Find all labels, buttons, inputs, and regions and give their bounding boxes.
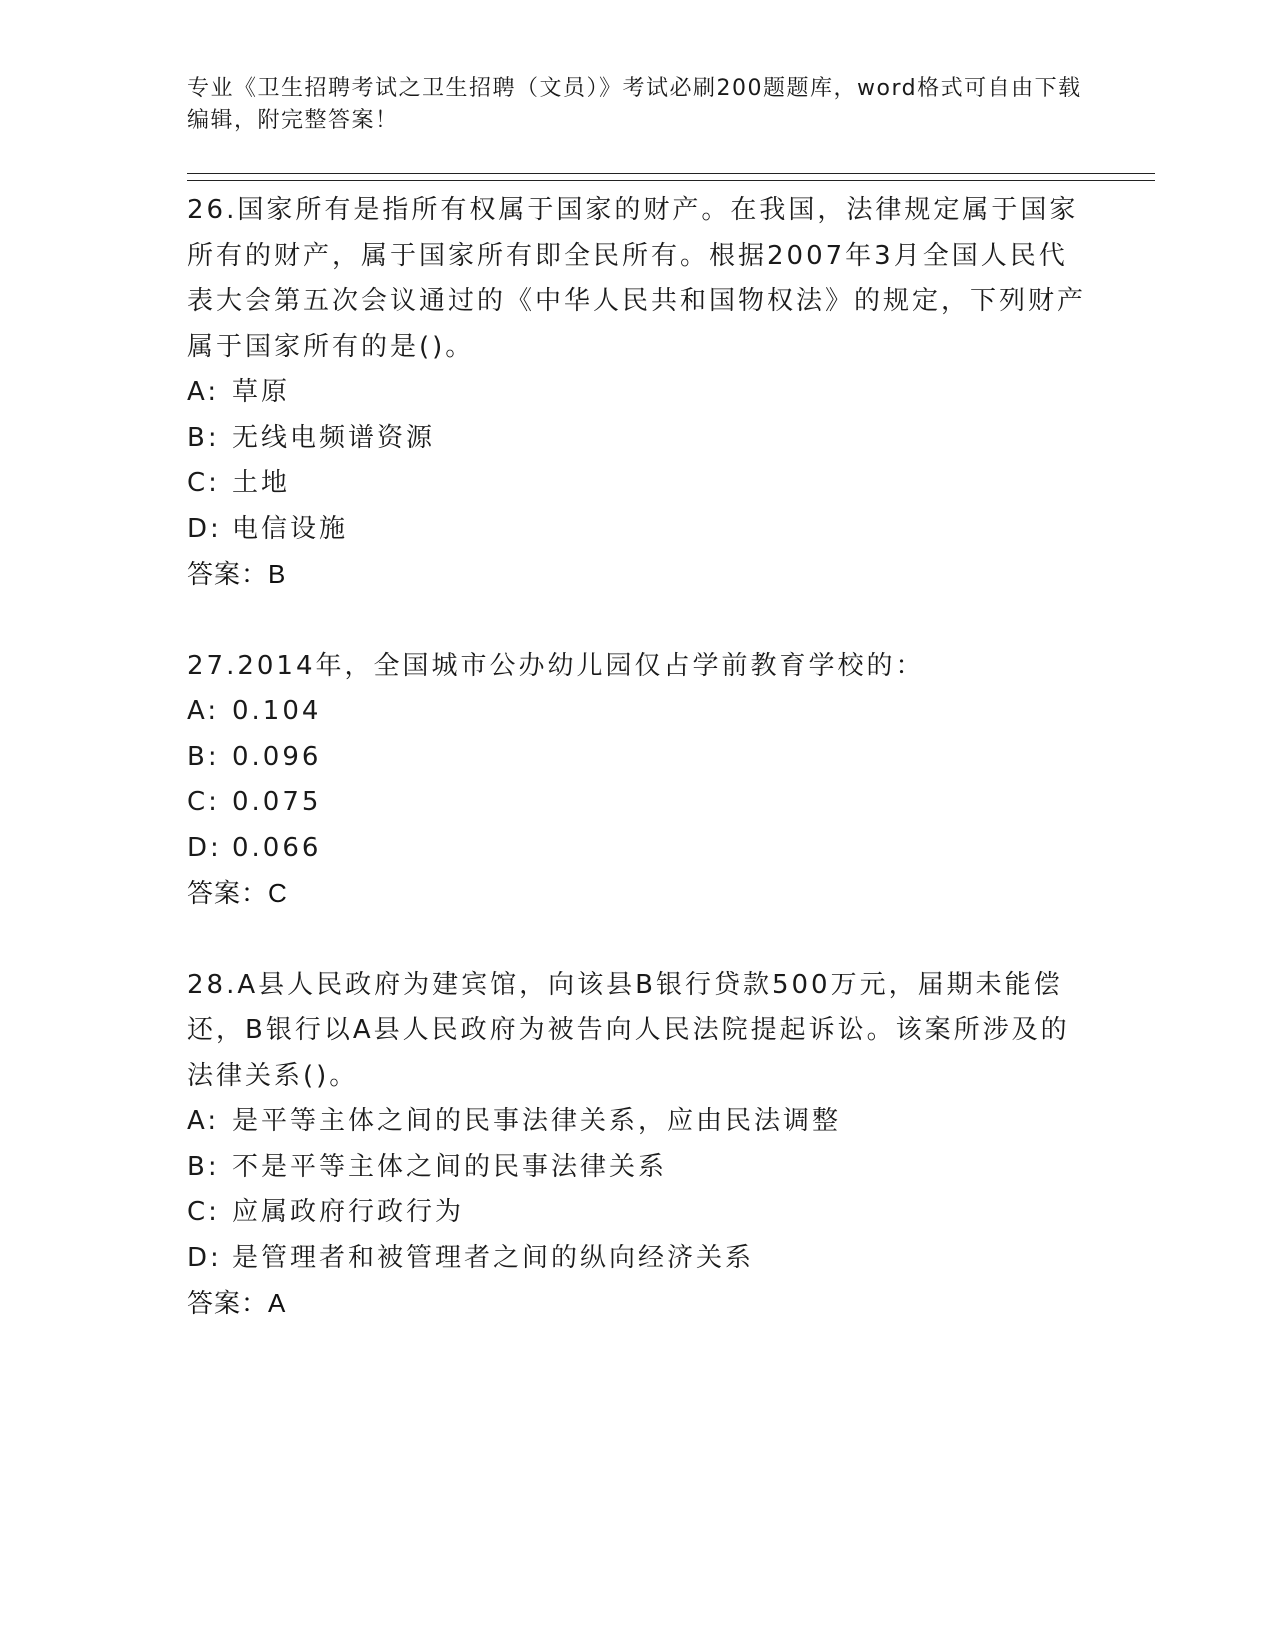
option-list xyxy=(187,370,1087,552)
option-text: 土地 xyxy=(232,468,291,498)
option-key: B: xyxy=(187,741,220,772)
option-text: 电信设施 xyxy=(232,513,349,544)
option-a xyxy=(187,370,1087,416)
question-stem: 28.A县人民政府为建宾馆，向该县B银行贷款500万元，届期未能偿还，B银行以A县人民政府为被告向人民法院提起诉讼。该案所涉及的法律关系()。 xyxy=(187,969,1070,1091)
answer-line: 答案：B xyxy=(187,559,287,589)
option-d xyxy=(187,507,1087,553)
option-key: D: xyxy=(187,832,222,863)
option-text: 应属政府行政行为 xyxy=(232,1197,465,1227)
option-text: 无线电频谱资源 xyxy=(232,422,436,453)
option-text: 0.075 xyxy=(232,787,322,817)
option-text: 是平等主体之间的民事法律关系，应由民法调整 xyxy=(232,1106,842,1136)
option-text: 0.104 xyxy=(232,696,322,726)
option-c xyxy=(187,1190,1087,1236)
option-key: A: xyxy=(187,377,220,407)
option-c xyxy=(187,461,1087,507)
option-key: C: xyxy=(187,468,220,498)
answer-line: 答案：C xyxy=(187,878,288,908)
option-text: 不是平等主体之间的民事法律关系 xyxy=(232,1151,668,1182)
option-text: 0.066 xyxy=(232,832,322,863)
option-a xyxy=(187,689,1087,735)
page-header: 专业《卫生招聘考试之卫生招聘（文员）》考试必刷200题题库，word格式可自由下载编辑，附完整答案！ xyxy=(187,76,1082,133)
header-divider-bottom xyxy=(187,180,1155,181)
option-key: C: xyxy=(187,787,220,817)
option-d xyxy=(187,1236,1087,1282)
option-key: B: xyxy=(187,422,220,453)
answer-line: 答案：A xyxy=(187,1288,287,1318)
option-b xyxy=(187,1145,1087,1191)
question-list xyxy=(187,188,1087,1373)
question-28 xyxy=(187,963,1087,1327)
option-b xyxy=(187,735,1087,781)
option-key: D: xyxy=(187,513,222,544)
question-stem: 27.2014年，全国城市公办幼儿园仅占学前教育学校的： xyxy=(187,650,925,681)
option-text: 是管理者和被管理者之间的纵向经济关系 xyxy=(232,1242,755,1273)
option-text: 草原 xyxy=(232,377,291,407)
option-list xyxy=(187,689,1087,871)
option-key: D: xyxy=(187,1242,222,1273)
option-c xyxy=(187,780,1087,826)
question-stem: 26.国家所有是指所有权属于国家的财产。在我国，法律规定属于国家所有的财产，属于国家所有即全民所有。根据2007年3月全国人民代表大会第五次会议通过的《中华人民共和国物权法》的规定，下列财产属于国家所有的是()。 xyxy=(187,195,1087,362)
option-key: A: xyxy=(187,696,220,726)
option-d xyxy=(187,826,1087,872)
option-key: B: xyxy=(187,1151,220,1182)
option-a xyxy=(187,1099,1087,1145)
option-list xyxy=(187,1099,1087,1281)
option-key: A: xyxy=(187,1106,220,1136)
option-b xyxy=(187,416,1087,462)
question-27 xyxy=(187,644,1087,917)
option-key: C: xyxy=(187,1197,220,1227)
option-text: 0.096 xyxy=(232,741,322,772)
header-divider-top xyxy=(187,173,1155,174)
question-26 xyxy=(187,188,1087,598)
